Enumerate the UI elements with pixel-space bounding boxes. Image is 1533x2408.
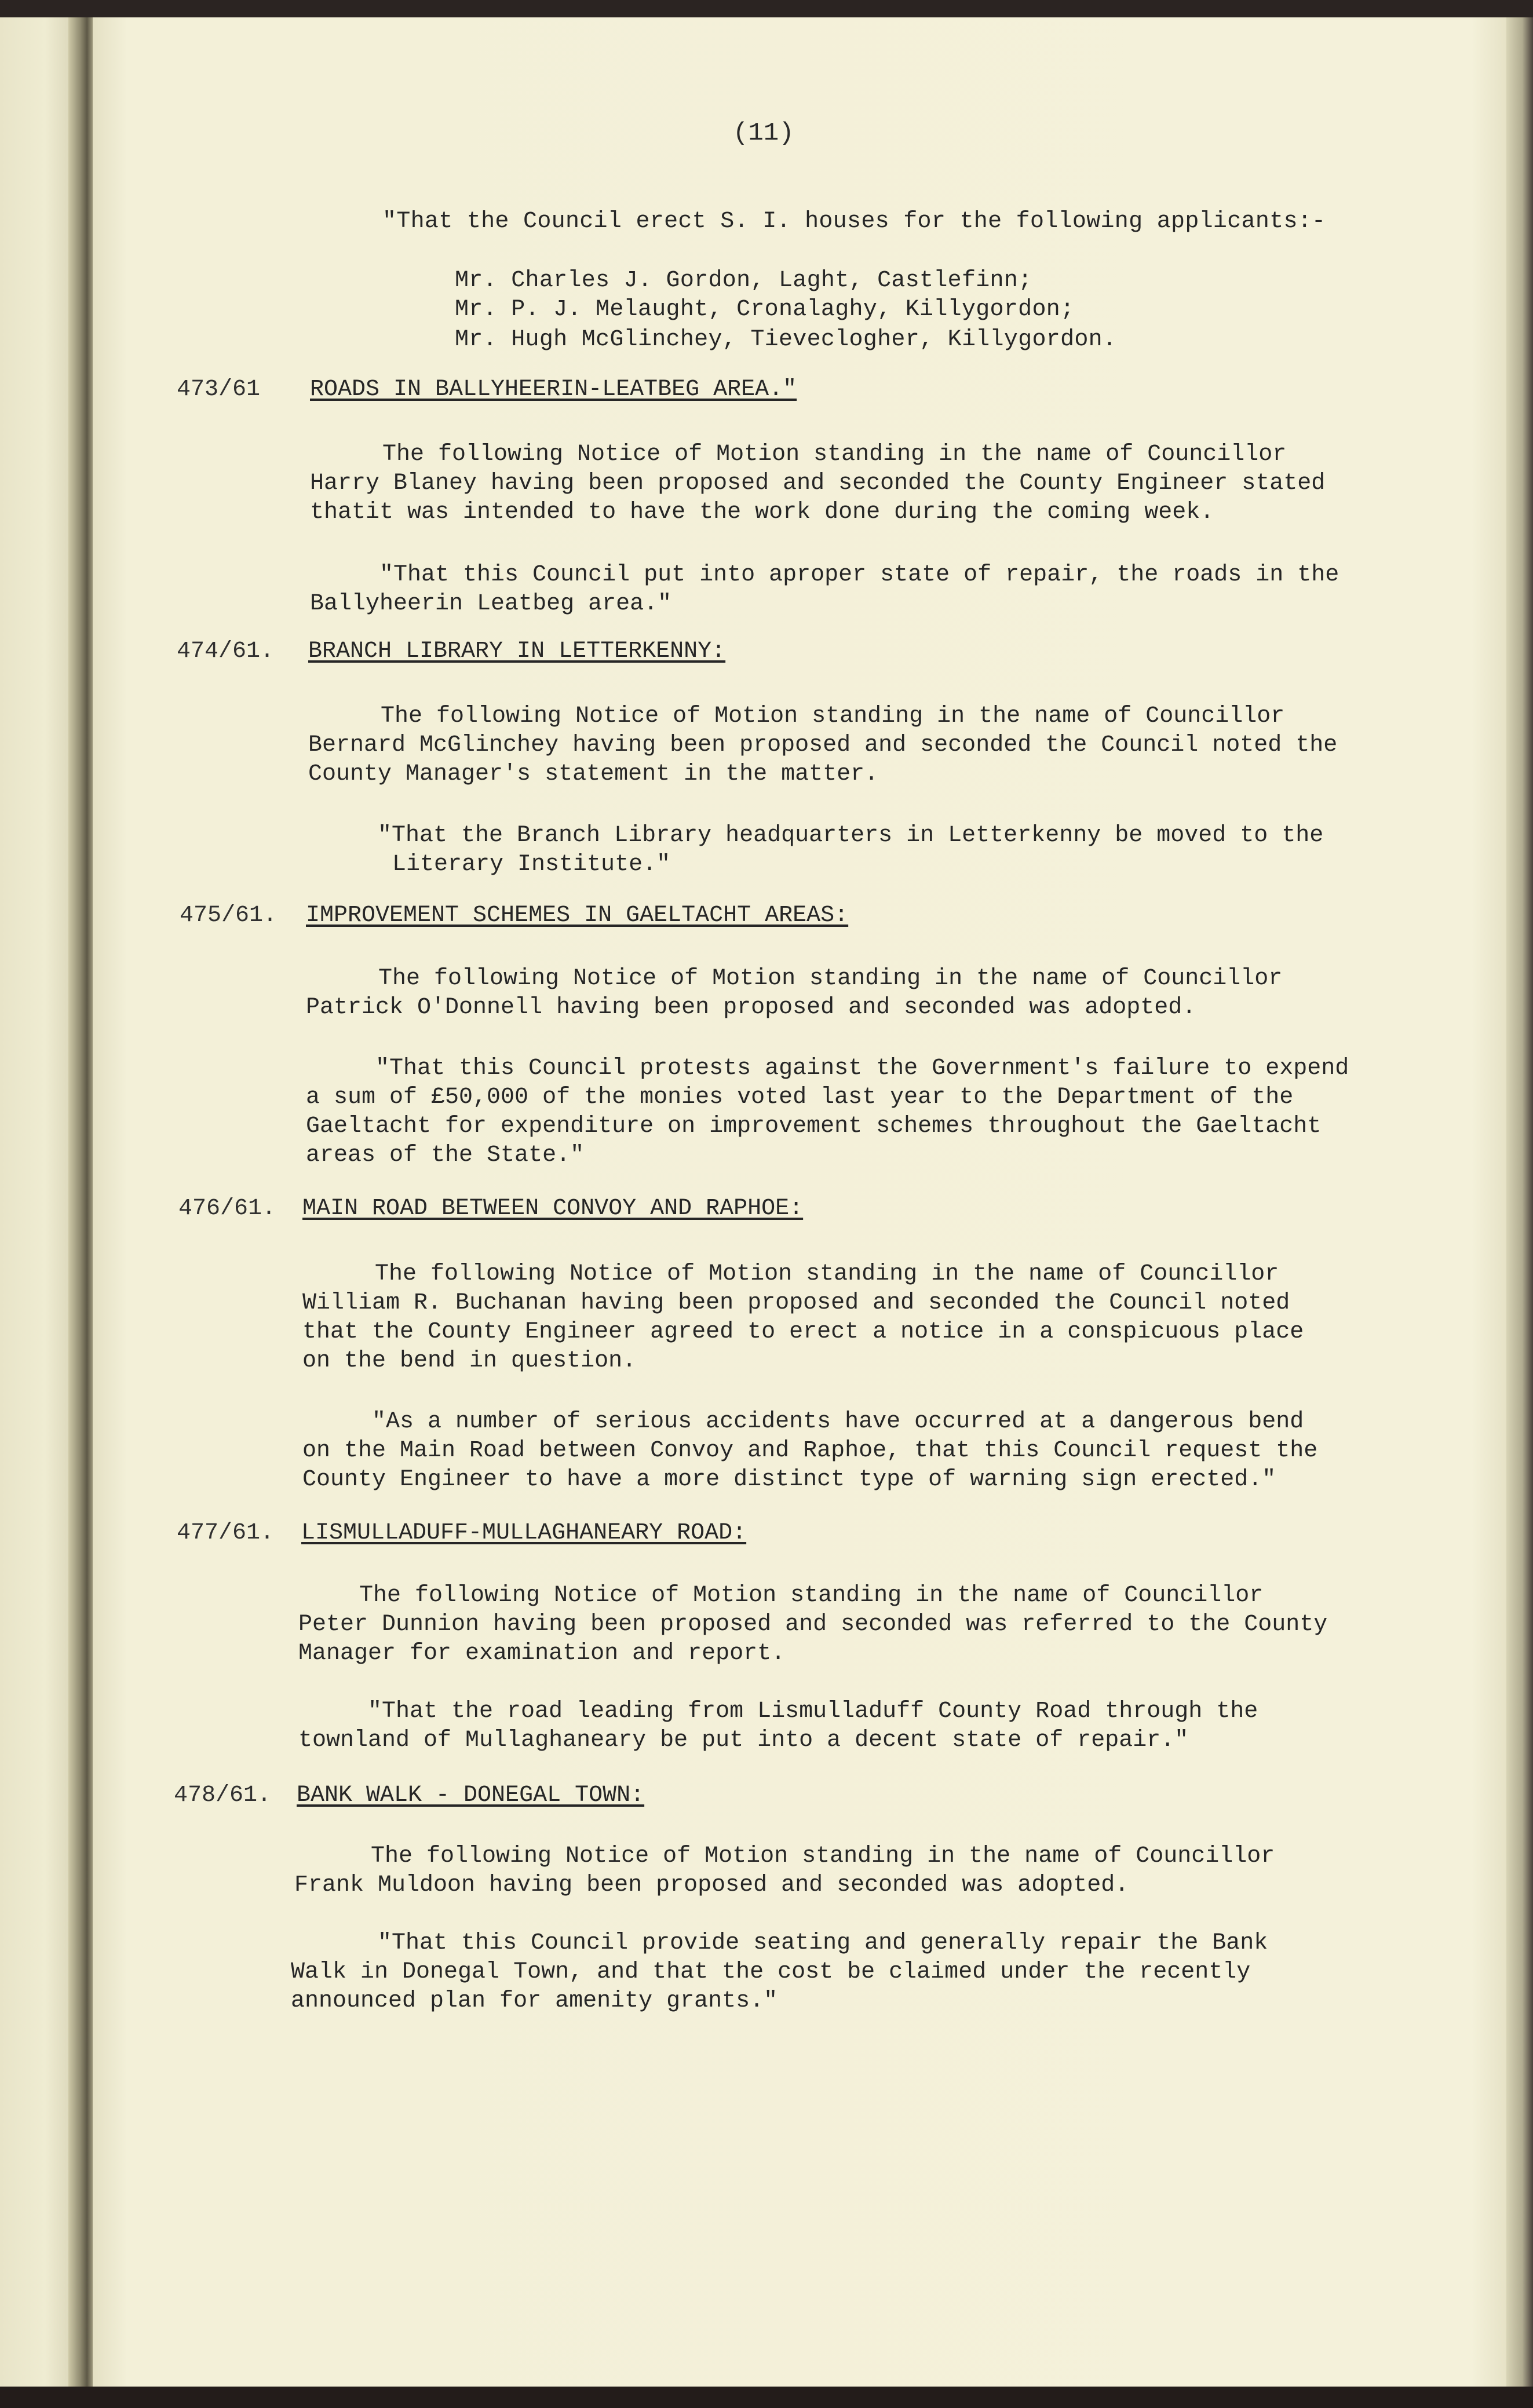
minute-heading: BRANCH LIBRARY IN LETTERKENNY:: [308, 638, 726, 664]
applicant-line: Mr. Charles J. Gordon, Laght, Castlefinn;: [455, 268, 1032, 294]
motion-paragraph: [298, 1697, 1258, 1755]
minute-heading: BANK WALK - DONEGAL TOWN:: [297, 1782, 645, 1808]
notice-line: on the bend in question.: [302, 1348, 637, 1374]
minute-heading: LISMULLADUFF-MULLAGHANEARY ROAD:: [301, 1520, 747, 1546]
page-number: (11): [733, 119, 794, 148]
notice-line: Peter Dunnion having been proposed and seconded was referred to the County: [298, 1612, 1328, 1638]
notice-paragraph: [310, 440, 1325, 527]
motion-line: "That the road leading from Lismulladuff County Road through the: [368, 1698, 1258, 1724]
motion-line: a sum of £50,000 of the monies voted last year to the Department of the: [306, 1084, 1294, 1110]
motion-paragraph: [306, 1054, 1349, 1170]
notice-line: Bernard McGlinchey having been proposed and seconded the Council noted the: [308, 732, 1338, 758]
motion-line: announced plan for amenity grants.": [291, 1988, 778, 2014]
notice-line: Manager for examination and report.: [298, 1640, 786, 1667]
notice-line: that the County Engineer agreed to erect a notice in a conspicuous place: [302, 1319, 1304, 1345]
motion-paragraph: [308, 821, 1323, 879]
motion-line: "That this Council put into aproper state of repair, the roads in the: [379, 562, 1339, 588]
motion-line: "That this Council protests against the Government's failure to expend: [375, 1055, 1349, 1081]
notice-line: The following Notice of Motion standing in the name of Councillor: [378, 966, 1283, 992]
notice-line: The following Notice of Motion standing in the name of Councillor: [375, 1261, 1279, 1287]
minute-number: 477/61.: [177, 1520, 275, 1546]
notice-line: The following Notice of Motion standing in the name of Councillor: [381, 703, 1285, 729]
motion-line: areas of the State.": [306, 1142, 585, 1168]
notice-paragraph: [294, 1842, 1275, 1900]
notice-line: The following Notice of Motion standing in the name of Councillor: [371, 1843, 1275, 1869]
motion-line: Walk in Donegal Town, and that the cost be claimed under the recently: [291, 1959, 1251, 1985]
notice-line: The following Notice of Motion standing in the name of Councillor: [359, 1583, 1264, 1609]
motion-line: on the Main Road between Convoy and Raphoe, that this Council request the: [302, 1438, 1318, 1464]
intro-resolution: "That the Council erect S. I. houses for the following applicants:-: [382, 209, 1326, 235]
book-gutter: [68, 17, 95, 2387]
page-right-edge: [1506, 17, 1533, 2387]
notice-line: County Manager's statement in the matter.: [308, 761, 879, 787]
minute-heading: ROADS IN BALLYHEERIN-LEATBEG AREA.": [310, 377, 797, 403]
minute-number: 475/61.: [180, 902, 278, 929]
facing-page-edge: [0, 17, 75, 2387]
notice-line: Harry Blaney having been proposed and seconded the County Engineer stated: [310, 470, 1326, 496]
notice-line: William R. Buchanan having been proposed and seconded the Council noted: [302, 1290, 1290, 1316]
motion-line: Gaeltacht for expenditure on improvement schemes throughout the Gaeltacht: [306, 1113, 1322, 1139]
motion-line: townland of Mullaghaneary be put into a decent state of repair.": [298, 1727, 1189, 1753]
notice-line: Patrick O'Donnell having been proposed and seconded was adopted.: [306, 995, 1196, 1021]
scan-top-border: [0, 0, 1533, 17]
minute-number: 478/61.: [174, 1782, 272, 1808]
notice-paragraph: [308, 702, 1337, 789]
motion-line: County Engineer to have a more distinct type of warning sign erected.": [302, 1467, 1276, 1493]
applicant-line: Mr. P. J. Melaught, Cronalaghy, Killygordon;: [455, 297, 1075, 323]
applicant-line: Mr. Hugh McGlinchey, Tieveclogher, Killygordon.: [455, 327, 1117, 353]
notice-line: The following Notice of Motion standing in the name of Councillor: [382, 441, 1287, 467]
minute-number: 473/61: [177, 377, 261, 403]
minute-number: 474/61.: [177, 638, 275, 664]
minute-heading: MAIN ROAD BETWEEN CONVOY AND RAPHOE:: [302, 1196, 804, 1222]
notice-paragraph: [302, 1260, 1304, 1376]
scan-bottom-border: [0, 2387, 1533, 2408]
notice-paragraph: [298, 1581, 1327, 1668]
motion-line: "That the Branch Library headquarters in Letterkenny be moved to the: [378, 823, 1324, 849]
minute-heading: IMPROVEMENT SCHEMES IN GAELTACHT AREAS:: [306, 902, 849, 929]
notice-line: Frank Muldoon having been proposed and seconded was adopted.: [294, 1872, 1129, 1898]
motion-line: "That this Council provide seating and generally repair the Bank: [378, 1930, 1268, 1956]
motion-paragraph: [291, 1929, 1268, 2016]
motion-line: "As a number of serious accidents have occurred at a dangerous bend: [372, 1409, 1304, 1435]
motion-line: Literary Institute.": [392, 852, 671, 878]
motion-line: Ballyheerin Leatbeg area.": [310, 591, 672, 617]
notice-paragraph: [306, 964, 1282, 1022]
minute-number: 476/61.: [178, 1196, 276, 1222]
notice-line: thatit was intended to have the work done during the coming week.: [310, 499, 1214, 525]
motion-paragraph: [310, 561, 1339, 619]
motion-paragraph: [302, 1408, 1317, 1495]
